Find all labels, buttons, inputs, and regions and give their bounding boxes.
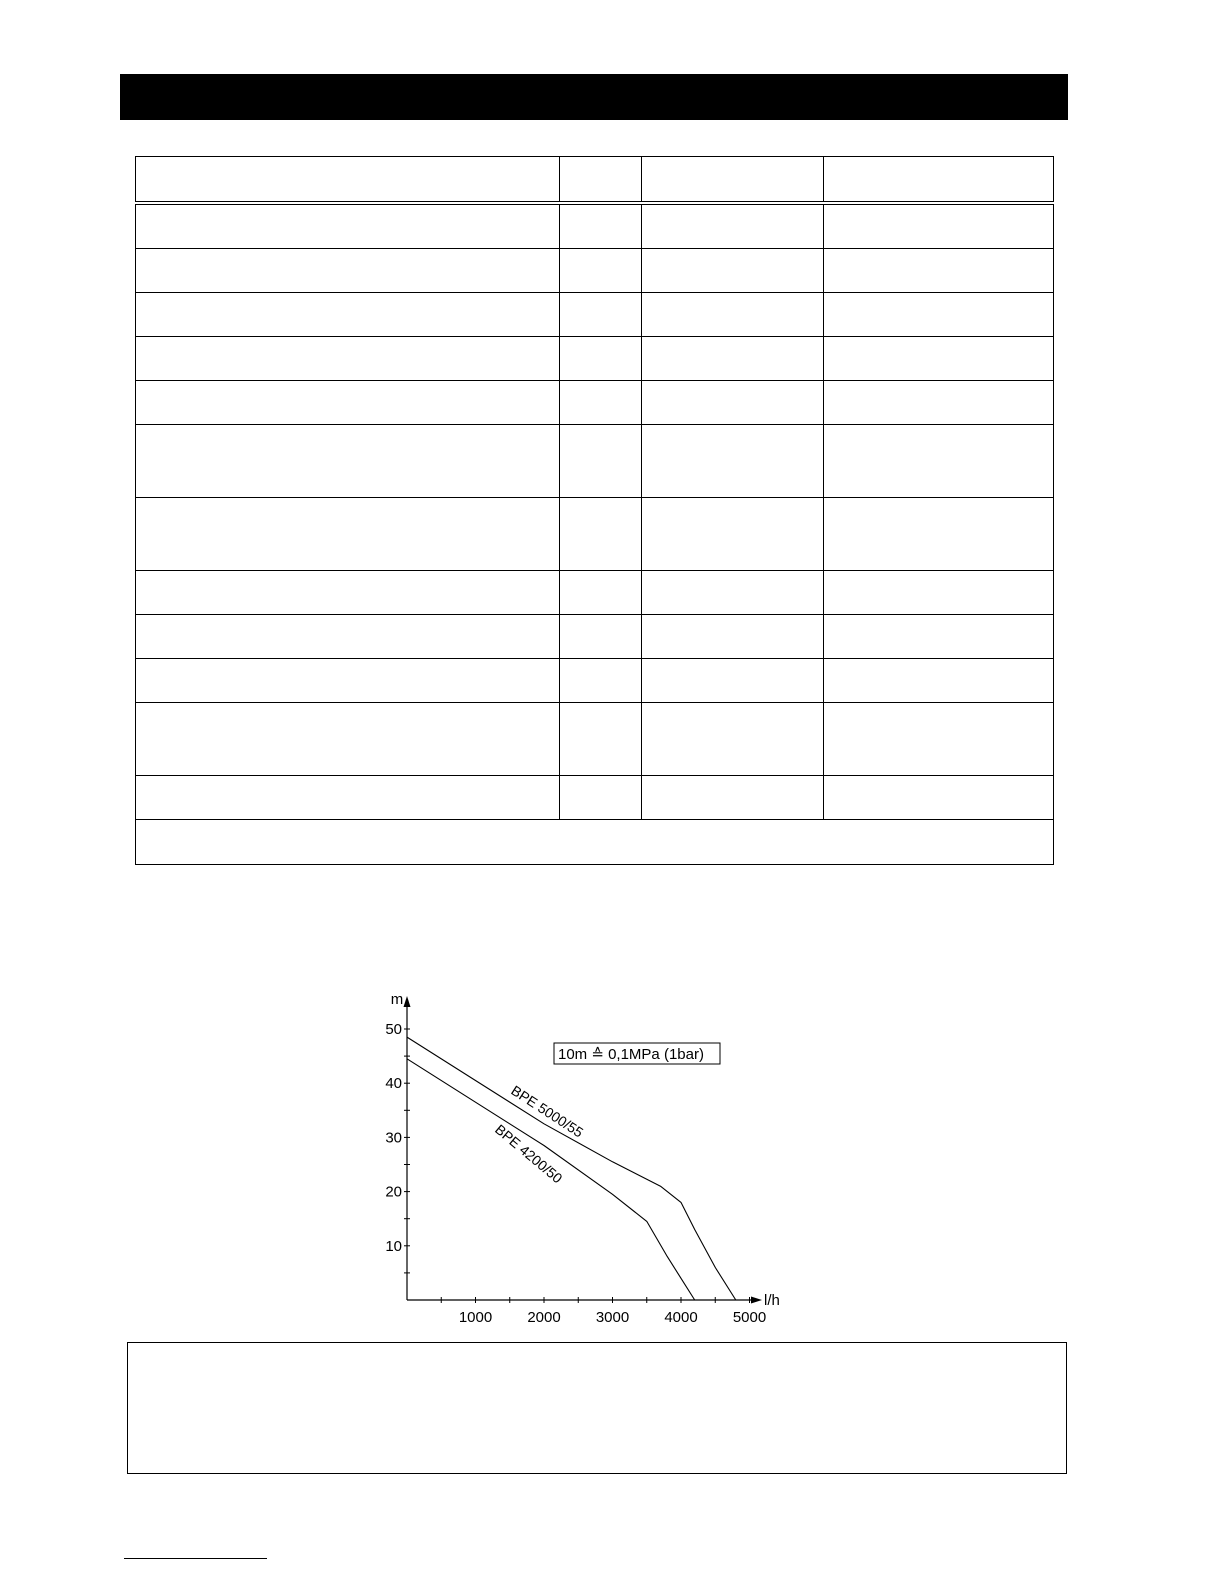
- table-row: [136, 498, 1054, 571]
- x-axis-arrow: [751, 1297, 762, 1304]
- note-box: [127, 1342, 1067, 1474]
- table-row: [136, 381, 1054, 425]
- section-header-bar: [120, 74, 1068, 120]
- y-axis-label: m: [390, 991, 404, 1008]
- y-tick-label: 10: [385, 1237, 402, 1255]
- x-tick-label: 3000: [595, 1309, 630, 1325]
- pump-performance-chart: [370, 985, 810, 1325]
- series-label: BPE 5000/55: [508, 1082, 587, 1141]
- table-row: [136, 615, 1054, 659]
- y-tick-label: 40: [385, 1075, 402, 1093]
- table-row: [136, 337, 1054, 381]
- table-row: [136, 293, 1054, 337]
- legend-note-text: 10m ≙ 0,1MPa (1bar): [558, 1046, 704, 1063]
- y-tick-label: 30: [385, 1129, 402, 1147]
- footer-rule: [124, 1558, 267, 1559]
- technical-data-table: [135, 156, 1054, 865]
- table-row: [136, 571, 1054, 615]
- table-footer-row: [136, 820, 1054, 865]
- x-tick-label: 5000: [732, 1309, 767, 1325]
- table-row: [136, 203, 1054, 249]
- table-row: [136, 659, 1054, 703]
- x-axis-label: l/h: [764, 1292, 780, 1309]
- y-tick-label: 20: [385, 1183, 402, 1201]
- table-header-row: [136, 157, 1054, 204]
- table-row: [136, 776, 1054, 820]
- table-row: [136, 249, 1054, 293]
- series-line-1: [407, 1037, 736, 1300]
- y-axis-arrow: [404, 996, 411, 1007]
- chart-svg: [370, 985, 810, 1325]
- table-row: [136, 425, 1054, 498]
- table-row: [136, 703, 1054, 776]
- x-tick-label: 2000: [527, 1309, 561, 1325]
- y-tick-label: 50: [385, 1021, 402, 1038]
- x-tick-label: 4000: [664, 1309, 698, 1325]
- series-label: BPE 4200/50: [492, 1121, 566, 1187]
- x-tick-label: 1000: [458, 1309, 493, 1325]
